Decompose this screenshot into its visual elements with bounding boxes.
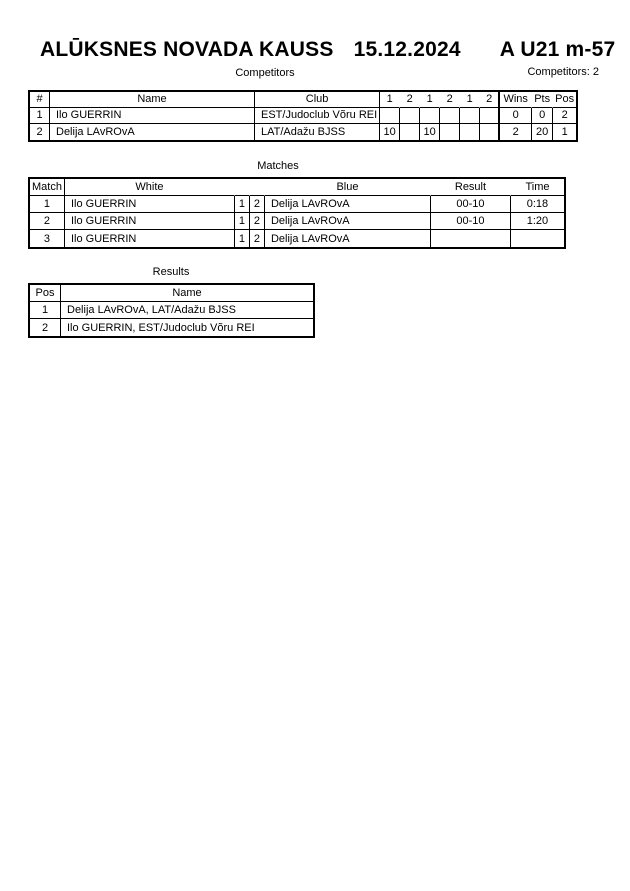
cell-score [460,108,480,124]
cell-time: 1:20 [511,213,564,230]
cell-pos: 1 [561,125,568,138]
cell-pts: 20 [532,124,553,140]
header-cell-pos: Pos [30,285,61,302]
cell-name: Delija LAvROvA [50,124,255,140]
header-cell-wins: Wins [500,92,532,108]
header-cell-match: Match [30,179,65,196]
matches-header-row [30,179,564,196]
title-weight-category: A U21 m-57 [499,38,616,61]
matches-table [28,177,566,249]
cell-name: Ilo GUERRIN, EST/Judoclub Võru REI [67,321,255,334]
cell-number: 2 [30,124,50,140]
results-header-row [30,285,313,302]
header-cell-result: Result [431,179,511,196]
header-cell-name: Name [50,92,255,108]
header-cell-empty [250,179,265,196]
header-cell-score6: 2 [480,92,500,108]
cell-result [431,230,511,247]
cell-blue-name: Delija LAvROvA [265,196,431,213]
section-label-results: Results [152,266,190,278]
cell-result: 00-10 [431,196,511,213]
header-cell-pos: Pos [553,92,576,108]
page-title [40,38,615,62]
cell-time: 0:18 [511,196,564,213]
competitors-header-row [30,92,576,108]
cell-wins: 2 [500,124,532,140]
cell-pts: 0 [532,108,553,124]
cell-score [460,124,480,140]
competitors-table [28,90,578,142]
cell-match-number: 2 [30,213,65,230]
cell-pos: 2 [30,319,61,336]
result-row [30,319,313,336]
cell-blue-number: 2 [250,230,265,247]
cell-match-number: 3 [30,230,65,247]
header-cell-time: Time [511,179,564,196]
title-event-date: 15.12.2024 [353,38,461,61]
cell-score [420,108,440,124]
competitors-count: Competitors: 2 [527,66,599,78]
result-row [30,302,313,319]
cell-score [400,108,420,124]
cell-name: Ilo GUERRIN [50,108,255,124]
cell-white-number: 1 [235,213,250,230]
cell-white-name: Ilo GUERRIN [65,230,235,247]
cell-white-number: 1 [235,196,250,213]
header-cell-score3: 1 [420,92,440,108]
competitor-row [30,124,576,140]
cell-score [440,124,460,140]
header-cell-blue: Blue [265,179,431,196]
cell-blue-name: Delija LAvROvA [265,230,431,247]
cell-blue-number: 2 [250,196,265,213]
cell-white-number: 1 [235,230,250,247]
match-row [30,230,564,247]
title-event-name: ALŪKSNES NOVADA KAUSS [40,38,334,61]
cell-club: LAT/Adažu BJSS [255,124,380,140]
header-cell-number: # [30,92,50,108]
section-label-competitors: Competitors [235,67,295,79]
cell-wins: 0 [500,108,532,124]
cell-score [480,124,500,140]
header-cell-white: White [65,179,235,196]
header-cell-empty [235,179,250,196]
cell-time [511,230,564,247]
cell-match-number: 1 [30,196,65,213]
cell-white-name: Ilo GUERRIN [65,213,235,230]
results-table [28,283,315,338]
cell-result: 00-10 [431,213,511,230]
cell-score: 10 [420,124,440,140]
section-label-matches: Matches [257,160,299,172]
cell-blue-name: Delija LAvROvA [265,213,431,230]
cell-score [440,108,460,124]
cell-score: 10 [380,124,400,140]
cell-white-name: Ilo GUERRIN [65,196,235,213]
cell-blue-number: 2 [250,213,265,230]
cell-score [400,124,420,140]
cell-number: 1 [30,108,50,124]
cell-pos: 2 [553,108,576,124]
header-cell-score5: 1 [460,92,480,108]
match-row [30,196,564,213]
cell-name: Delija LAvROvA, LAT/Adažu BJSS [61,302,313,319]
cell-score [380,108,400,124]
match-row [30,213,564,230]
header-cell-pts: Pts [532,92,553,108]
header-cell-score4: 2 [440,92,460,108]
cell-pos: 1 [30,302,61,319]
cell-club: EST/Judoclub Võru REI [255,108,380,124]
header-cell-score1: 1 [380,92,400,108]
cell-score [480,108,500,124]
header-cell-score2: 2 [400,92,420,108]
header-cell-club: Club [255,92,380,108]
header-cell-name: Name [61,285,313,302]
competitor-row [30,108,576,124]
